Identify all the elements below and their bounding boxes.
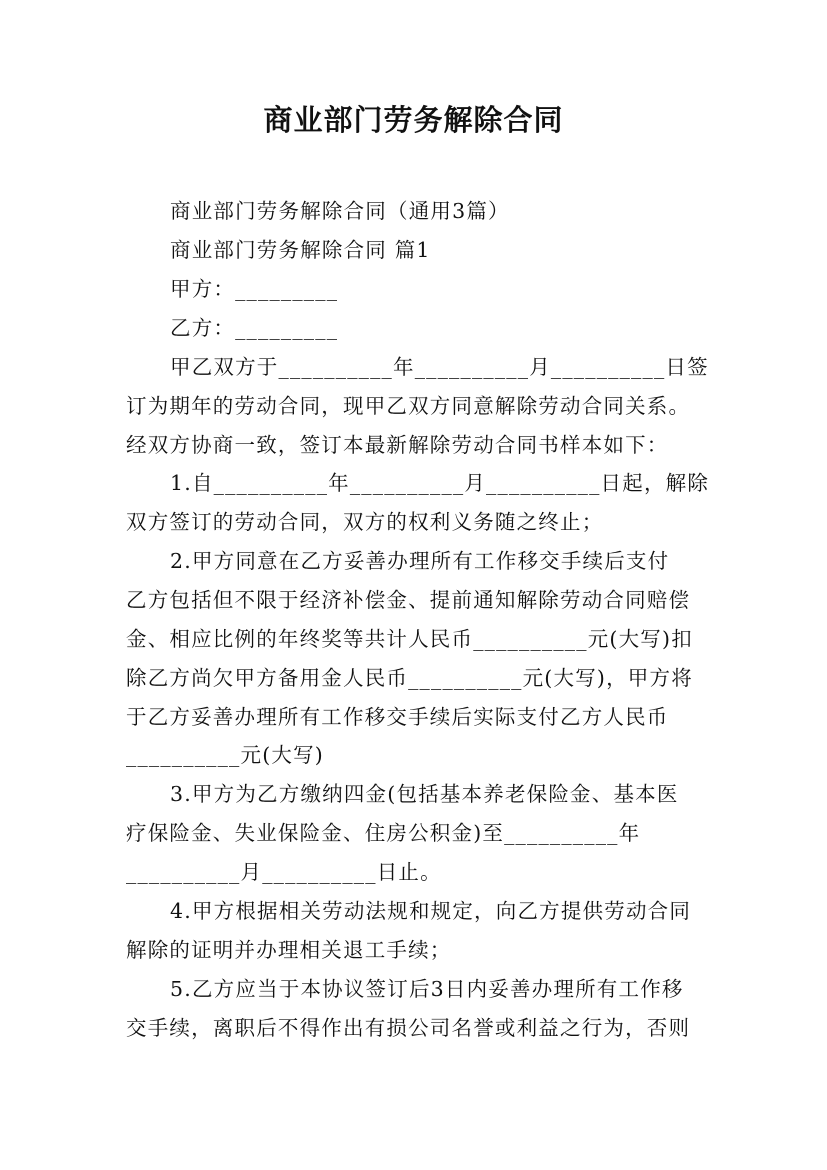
clause-2-line: 于乙方妥善办理所有工作移交手续后实际支付乙方人民币 — [126, 705, 669, 729]
clause-2-line: 乙方包括但不限于经济补偿金、提前通知解除劳动合同赔偿 — [126, 588, 691, 612]
clause-3-line: 3.甲方为乙方缴纳四金(包括基本养老保险金、基本医 — [170, 782, 679, 806]
clause-3-line: __________月__________日止。 — [126, 860, 442, 884]
clause-1-line: 1.自__________年__________月__________日起，解除 — [170, 471, 710, 495]
subtitle-line: 商业部门劳务解除合同（通用3篇） — [170, 199, 510, 223]
clause-1-line: 双方签订的劳动合同，双方的权利义务随之终止； — [126, 510, 604, 534]
clause-2-line: 2.甲方同意在乙方妥善办理所有工作移交手续后支付 — [170, 549, 670, 573]
clause-3-line: 疗保险金、失业保险金、住房公积金)至__________年 — [126, 821, 641, 845]
clause-5-line: 交手续，离职后不得作出有损公司名誉或利益之行为，否则 — [126, 1016, 691, 1040]
clause-2-line: 除乙方尚欠甲方备用金人民币__________元(大写)，甲方将 — [126, 666, 693, 690]
paragraph-line: 甲乙双方于__________年__________月__________日签 — [170, 355, 709, 379]
clause-4-line: 4.甲方根据相关劳动法规和规定，向乙方提供劳动合同 — [170, 899, 692, 923]
section-heading: 商业部门劳务解除合同 篇1 — [170, 238, 431, 262]
paragraph-line: 订为期年的劳动合同，现甲乙双方同意解除劳动合同关系。 — [126, 394, 691, 418]
clause-2-line: 金、相应比例的年终奖等共计人民币__________元(大写)扣 — [126, 627, 693, 651]
party-a-line: 甲方：_________ — [170, 277, 339, 301]
clause-5-line: 5.乙方应当于本协议签订后3日内妥善办理所有工作移 — [170, 977, 684, 1001]
paragraph-line: 经双方协商一致，签订本最新解除劳动合同书样本如下： — [126, 433, 669, 457]
document-title: 商业部门劳务解除合同 — [263, 103, 564, 137]
clause-4-line: 解除的证明并办理相关退工手续； — [126, 938, 452, 962]
party-b-line: 乙方：_________ — [170, 316, 339, 340]
clause-2-line: __________元(大写) — [126, 743, 324, 767]
